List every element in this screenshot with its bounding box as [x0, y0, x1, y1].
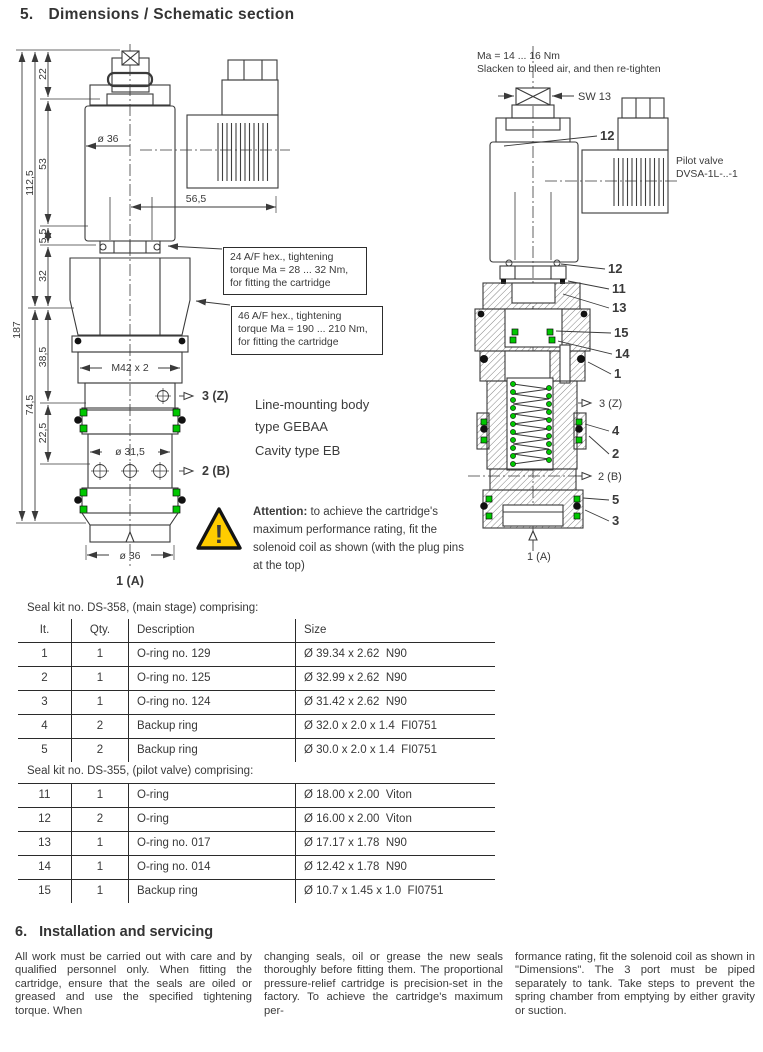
col-header-it: It. — [18, 619, 72, 643]
warning-icon — [196, 507, 242, 551]
dim-112_5-label: 112,5 — [24, 170, 36, 196]
port-1a-label: 1 (A) — [116, 574, 144, 588]
callout-2: 2 — [612, 446, 620, 461]
cartridge-cross-section — [475, 283, 590, 528]
torque-note-line2: Slacken to bleed air, and then re-tighten — [477, 64, 661, 75]
coil-retaining-nut — [100, 241, 160, 253]
callout-box-46af: 46 A/F hex., tightening torque Ma = 190 ... 210 Nm, for fitting the cartridge — [231, 306, 383, 355]
callout-3z: 3 (Z) — [599, 398, 623, 410]
pilot-plug-connector — [545, 98, 680, 213]
table-row: 14 1 O-ring no. 014 Ø 12.42 x 1.78 N90 — [18, 856, 495, 880]
seal-kit-pilot-table — [18, 783, 495, 903]
right-valve-drawing — [468, 46, 680, 563]
callout-12: 12 — [608, 261, 623, 276]
callout-1: 1 — [614, 366, 622, 381]
callout-box-24af: 24 A/F hex., tightening torque Ma = 28 ... 32 Nm, for fitting the cartridge — [223, 247, 367, 295]
svg-text:!: ! — [214, 519, 224, 549]
pilot-valve-note — [676, 155, 738, 181]
dim-53-label: 53 — [37, 158, 49, 170]
table-row: 15 1 Backup ring Ø 10.7 x 1.45 x 1.0 FI0751 — [18, 880, 495, 904]
callout-2b: 2 (B) — [598, 471, 622, 483]
section5-number: 5. — [20, 6, 34, 23]
dim-22_5-label: 22,5 — [37, 422, 49, 444]
col-header-qty: Qty. — [72, 619, 129, 643]
callout-15: 15 — [614, 325, 629, 340]
table-row: 13 1 O-ring no. 017 Ø 17.17 x 1.78 N90 — [18, 832, 495, 856]
dim-74_5-label: 74,5 — [24, 394, 36, 416]
port-3z-label: 3 (Z) — [202, 389, 229, 403]
dim-38_5-label: 38,5 — [37, 346, 49, 368]
dim-5_5-label: 5,5 — [37, 228, 49, 244]
sw13-label: SW 13 — [578, 91, 612, 103]
table-row: 12 2 O-ring Ø 16.00 x 2.00 Viton — [18, 808, 495, 832]
callout-46af-leader — [196, 301, 230, 305]
callout-12-top: 12 — [600, 128, 615, 143]
col-header-description: Description — [129, 619, 296, 643]
seal-kit-pilot-caption: Seal kit no. DS-355, (pilot valve) comprising: — [27, 765, 254, 777]
section6-number: 6. — [15, 924, 28, 940]
callout-24af-leader — [168, 246, 222, 249]
callout-14: 14 — [615, 346, 630, 361]
table-row: 3 1 O-ring no. 124 Ø 31.42 x 2.62 N90 — [18, 691, 495, 715]
torque-note-line1: Ma = 14 ... 16 Nm — [477, 51, 560, 62]
installation-column-2: changing seals, oil or grease the new seals thoroughly before fitting them. The proportional pressure-relief cartridge is precision-set in the factory. To achieve the cartridge's maximum per- — [264, 951, 503, 1017]
dim-dia31_5-label: ø 31,5 — [115, 446, 145, 458]
plug-connector — [140, 60, 290, 188]
dim-56_5-label: 56,5 — [185, 193, 207, 205]
dim-32-label: 32 — [37, 270, 49, 282]
cavity-note: Cavity type EB — [255, 443, 341, 458]
callout-3: 3 — [612, 513, 620, 528]
table-row: 1 1 O-ring no. 129 Ø 39.34 x 2.62 N90 — [18, 643, 495, 667]
callout-13: 13 — [612, 300, 627, 315]
table-header-row — [18, 619, 495, 643]
installation-column-1: All work must be carried out with care and by qualified personnel only. When fitting the cartridge, ensure that the seals are oiled or greased and use the specified tightening torque. When — [15, 951, 252, 1017]
callout-4: 4 — [612, 423, 620, 438]
dim-22-label: 22 — [37, 68, 49, 80]
bleed-screw-symbol — [498, 88, 574, 105]
section6-heading-text: Installation and servicing — [39, 924, 214, 940]
installation-column-3: formance rating, fit the solenoid coil as shown in "Dimensions". The 3 port must be piped separately to tank. Take steps to prevent the spring chamber from emptying by either gravity or suction. — [515, 951, 755, 1017]
dim-dia36-top-label: ø 36 — [97, 133, 119, 145]
port-2b-label: 2 (B) — [202, 464, 230, 478]
manual-override-symbol — [90, 51, 170, 105]
line-mounting-note: Line-mounting body type GEBAA — [255, 397, 370, 434]
dim-dia36-bottom-label: ø 36 — [119, 550, 141, 562]
right-port-1a-label: 1 (A) — [527, 551, 551, 563]
attention-text: Attention: to achieve the cartridge's maximum performance rating, fit the solenoid coil as shown (with the plug pins at the top) — [253, 506, 464, 572]
section5-heading-text: Dimensions / Schematic section — [48, 6, 295, 23]
section6-title — [15, 924, 213, 940]
pilot-note-line1: Pilot valve — [676, 156, 724, 167]
pilot-coil — [490, 105, 578, 262]
pilot-note-line2: DVSA-1L-..-1 — [676, 169, 738, 180]
seal-kit-main-table — [18, 619, 495, 762]
dim-m42-label: M42 x 2 — [111, 362, 149, 374]
table-row: 4 2 Backup ring Ø 32.0 x 2.0 x 1.4 FI0751 — [18, 715, 495, 739]
dim-187-label: 187 — [11, 321, 23, 339]
callout-5: 5 — [612, 492, 620, 507]
table-row: 11 1 O-ring Ø 18.00 x 2.00 Viton — [18, 784, 495, 808]
col-header-size: Size — [296, 619, 496, 643]
table-row: 2 1 O-ring no. 125 Ø 32.99 x 2.62 N90 — [18, 667, 495, 691]
table-row: 5 2 Backup ring Ø 30.0 x 2.0 x 1.4 FI0751 — [18, 739, 495, 763]
seal-kit-main-caption: Seal kit no. DS-358, (main stage) comprising: — [27, 602, 259, 614]
attention-block — [196, 503, 471, 575]
callout-11: 11 — [612, 281, 626, 296]
torque-bleed-note — [477, 50, 661, 76]
